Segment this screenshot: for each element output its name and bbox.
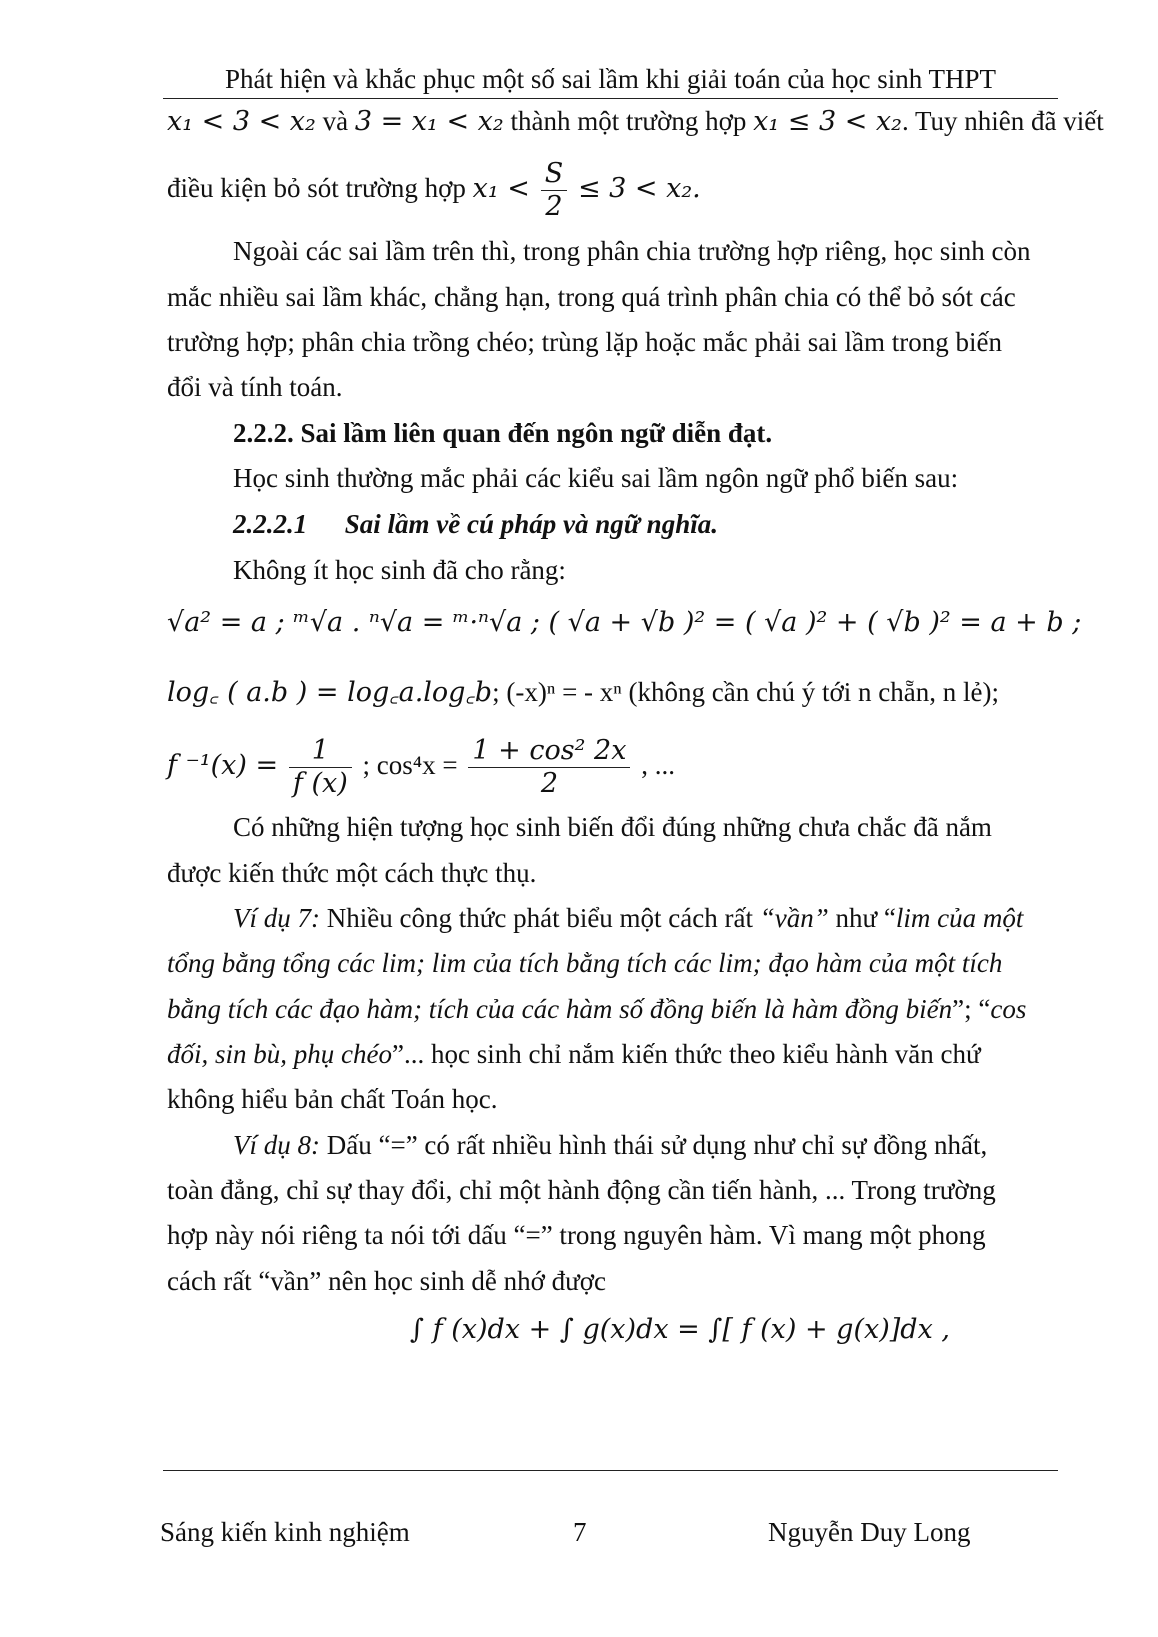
example-8-line-1 xyxy=(233,1130,987,1161)
paragraph-line: trường hợp; phân chia trồng chéo; trùng lặp hoặc mắc phải sai lầm trong biến xyxy=(167,327,1002,357)
formula-integral: ∫ f (x)dx + ∫ g(x)dx = ∫[ f (x) + g(x)]dx , xyxy=(410,1314,950,1345)
text-span: bằng tích các đạo hàm; tích của các hàm số đồng biến là hàm đồng biến xyxy=(167,994,953,1024)
example-7-line-4 xyxy=(167,1039,981,1070)
fraction-denominator: f (x) xyxy=(292,768,348,800)
text-span: , ... xyxy=(641,750,675,781)
example-8-line-3: hợp này nói riêng ta nói tới dấu “=” trong nguyên hàm. Vì mang một phong xyxy=(167,1220,986,1250)
fraction-denominator: 2 xyxy=(540,768,559,800)
paragraph-line: đổi và tính toán. xyxy=(167,372,343,402)
fraction-s-over-2 xyxy=(541,158,568,224)
subsection-number: 2.2.2.1 xyxy=(233,509,308,539)
text-span: cos xyxy=(990,994,1027,1024)
fraction-one-over-fx xyxy=(289,735,352,801)
math-inline: x₁ < xyxy=(472,173,530,205)
fraction-cos-squared xyxy=(468,735,630,801)
text-span: đối, sin bù, phụ chéo xyxy=(167,1039,392,1069)
formula-inverse-cos xyxy=(167,735,675,801)
text-span: như “ xyxy=(835,903,896,933)
text-line-1 xyxy=(167,106,1104,137)
paragraph-line: Học sinh thường mắc phải các kiểu sai lầm ngôn ngữ phổ biến sau: xyxy=(233,463,959,493)
example-7-line-1 xyxy=(233,903,1023,934)
text-span: . Tuy nhiên đã viết xyxy=(901,106,1104,136)
math-inline: f ⁻¹(x) = xyxy=(167,750,279,782)
paragraph-line: Không ít học sinh đã cho rằng: xyxy=(233,555,566,585)
paragraph-line: mắc nhiều sai lầm khác, chẳng hạn, trong quá trình phân chia có thể bỏ sót các xyxy=(167,282,1016,312)
page-number: 7 xyxy=(573,1517,587,1547)
text-span: ; cos⁴x = xyxy=(362,750,458,781)
paragraph-line: Có những hiện tượng học sinh biến đổi đúng những chưa chắc đã nắm xyxy=(233,812,992,842)
math-inline: log꜀ ( a.b ) = log꜀a.log꜀b xyxy=(167,677,493,708)
text-span: và xyxy=(322,106,349,136)
section-heading: 2.2.2. Sai lầm liên quan đến ngôn ngữ diễn đạt. xyxy=(233,418,773,448)
example-label: Ví dụ 7: xyxy=(233,903,320,933)
subsection-heading xyxy=(233,509,718,540)
formula-log xyxy=(167,672,999,709)
header-rule xyxy=(163,98,1058,99)
text-span: lim của một xyxy=(895,903,1024,933)
footer-rule xyxy=(163,1470,1058,1471)
text-span: thành một trường hợp xyxy=(510,106,747,136)
text-span: ; (-x)ⁿ = - xⁿ (không cần chú ý tới n chẵn, n lẻ); xyxy=(492,677,999,707)
formula-radicals: √a² = a ; ᵐ√a . ⁿ√a = ᵐ·ⁿ√a ; ( √a + √b )² = ( √a )² + ( √b )² = a + b ; xyxy=(167,607,1082,638)
example-7-line-2: tổng bằng tổng các lim; lim của tích bằng tích các lim; đạo hàm của một tích xyxy=(167,948,1003,978)
example-8-line-2: toàn đẳng, chỉ sự thay đổi, chỉ một hành động cần tiến hành, ... Trong trường xyxy=(167,1175,996,1205)
math-inline: x₁ < 3 < x₂ xyxy=(167,106,316,137)
footer-label: Sáng kiến kinh nghiệm xyxy=(160,1517,410,1547)
text-line-2 xyxy=(167,158,701,224)
example-label: Ví dụ 8: xyxy=(233,1130,320,1160)
fraction-numerator: 1 + cos² 2x xyxy=(468,735,630,768)
text-span: điều kiện bỏ sót trường hợp xyxy=(167,173,466,204)
example-8-line-4: cách rất “vần” nên học sinh dễ nhớ được xyxy=(167,1266,607,1296)
example-7-line-5: không hiểu bản chất Toán học. xyxy=(167,1084,498,1114)
header-title: Phát hiện và khắc phục một số sai lầm khi giải toán của học sinh THPT xyxy=(224,64,997,94)
paragraph-line: Ngoài các sai lầm trên thì, trong phân chia trường hợp riêng, học sinh còn xyxy=(233,236,1031,266)
example-7-line-3 xyxy=(167,994,1026,1025)
math-inline: 3 = x₁ < x₂ xyxy=(354,106,504,137)
math-inline: ≤ 3 < x₂. xyxy=(577,173,701,205)
text-span: “vần” xyxy=(759,903,829,933)
text-span: ”; “ xyxy=(952,994,991,1024)
fraction-denominator: 2 xyxy=(545,191,563,223)
math-inline: x₁ ≤ 3 < x₂ xyxy=(753,106,902,137)
text-span: Nhiều công thức phát biểu một cách rất xyxy=(326,903,753,933)
text-span: Dấu “=” có rất nhiều hình thái sử dụng như chỉ sự đồng nhất, xyxy=(326,1130,988,1160)
paragraph-line: được kiến thức một cách thực thụ. xyxy=(167,858,537,888)
fraction-numerator: 1 xyxy=(289,735,352,768)
subsection-title: Sai lầm về cú pháp và ngữ nghĩa. xyxy=(344,509,718,539)
fraction-numerator: S xyxy=(541,158,568,191)
footer-author: Nguyễn Duy Long xyxy=(768,1517,971,1547)
text-span: ”... học sinh chỉ nắm kiến thức theo kiểu hành văn chứ xyxy=(391,1039,981,1069)
